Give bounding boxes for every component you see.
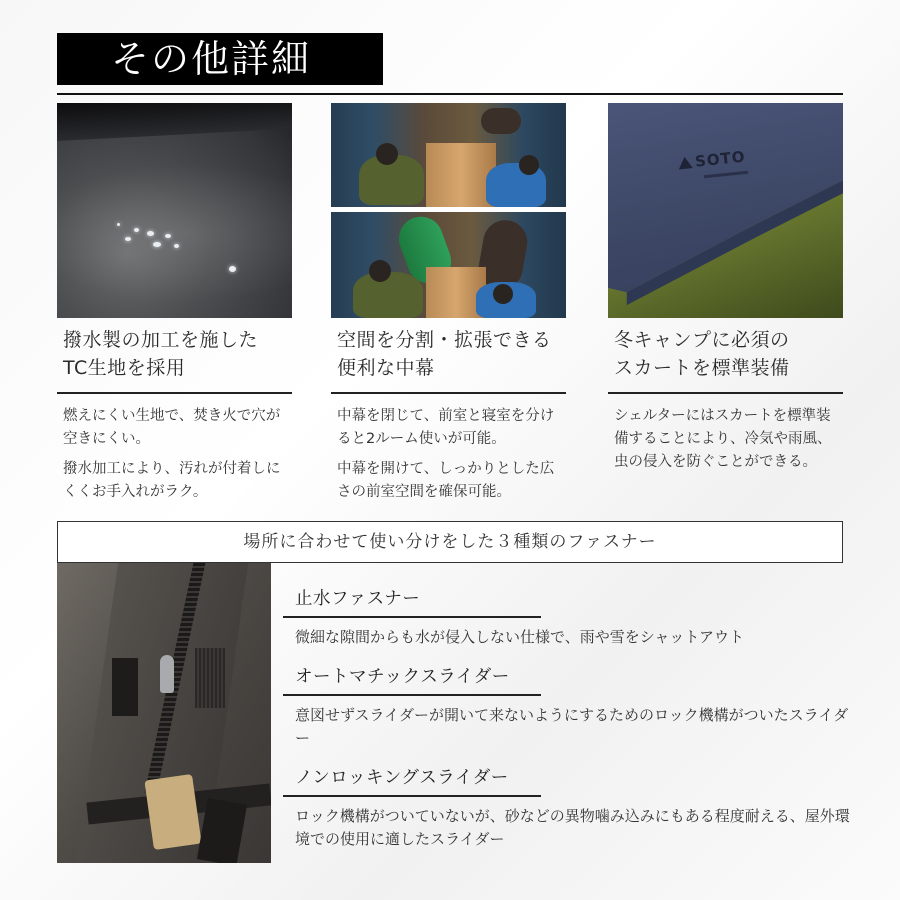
title-divider xyxy=(57,93,843,95)
fastener-item xyxy=(283,765,853,851)
fastener-desc: ロック機構がついていないが、砂などの異物噛み込みにもある程度耐える、屋外環境での使用に適したスライダー xyxy=(295,807,850,848)
fastener-item xyxy=(283,586,853,649)
fastener-title: 止水ファスナー xyxy=(295,589,421,609)
feature-tc-fabric xyxy=(57,103,292,504)
feature-heading: 空間を分割・拡張できる 便利な中幕 xyxy=(337,329,552,379)
feature-divider xyxy=(331,392,566,394)
feature-heading: 冬キャンプに必須の スカートを標準装備 xyxy=(614,329,790,379)
feature-divider xyxy=(57,392,292,394)
feature-text: 撥水加工により、汚れが付着しにくくお手入れがラク。 xyxy=(63,461,281,500)
fastener-banner: 場所に合わせて使い分けをした３種類のファスナー xyxy=(57,521,843,563)
fastener-item xyxy=(283,664,853,750)
feature-text: シェルターにはスカートを標準装備することにより、冷気や雨風、虫の侵入を防ぐことができる。 xyxy=(614,408,832,470)
fastener-list xyxy=(283,586,853,866)
feature-tent-skirt xyxy=(608,103,843,474)
feature-inner-curtain xyxy=(331,103,566,504)
feature-heading: 撥水製の加工を施した TC生地を採用 xyxy=(63,329,259,379)
tent-skirt-photo xyxy=(608,103,843,318)
section-title: その他詳細 xyxy=(57,33,383,85)
fastener-title: ノンロッキングスライダー xyxy=(295,768,509,788)
feature-text: 中幕を閉じて、前室と寝室を分けると2ルーム使いが可能。 xyxy=(337,408,555,447)
fastener-divider xyxy=(283,694,541,696)
fastener-divider xyxy=(283,616,541,618)
fastener-title: オートマチックスライダー xyxy=(295,667,510,687)
fastener-divider xyxy=(283,795,541,797)
feature-divider xyxy=(608,392,843,394)
fastener-desc: 微細な隙間からも水が侵入しない仕様で、雨や雪をシャットアウト xyxy=(295,628,744,646)
fastener-desc: 意図せずスライダーが開いて来ないようにするためのロック機構がついたスライダー xyxy=(295,706,849,747)
two-room-tent-photo xyxy=(331,103,566,318)
feature-text: 中幕を開けて、しっかりとした広さの前室空間を確保可能。 xyxy=(337,461,555,500)
soto-logo: SOTO xyxy=(677,148,746,173)
zipper-closeup-photo xyxy=(57,563,271,863)
feature-text: 燃えにくい生地で、焚き火で穴が空きにくい。 xyxy=(63,408,281,447)
water-repellent-fabric-photo xyxy=(57,103,292,318)
